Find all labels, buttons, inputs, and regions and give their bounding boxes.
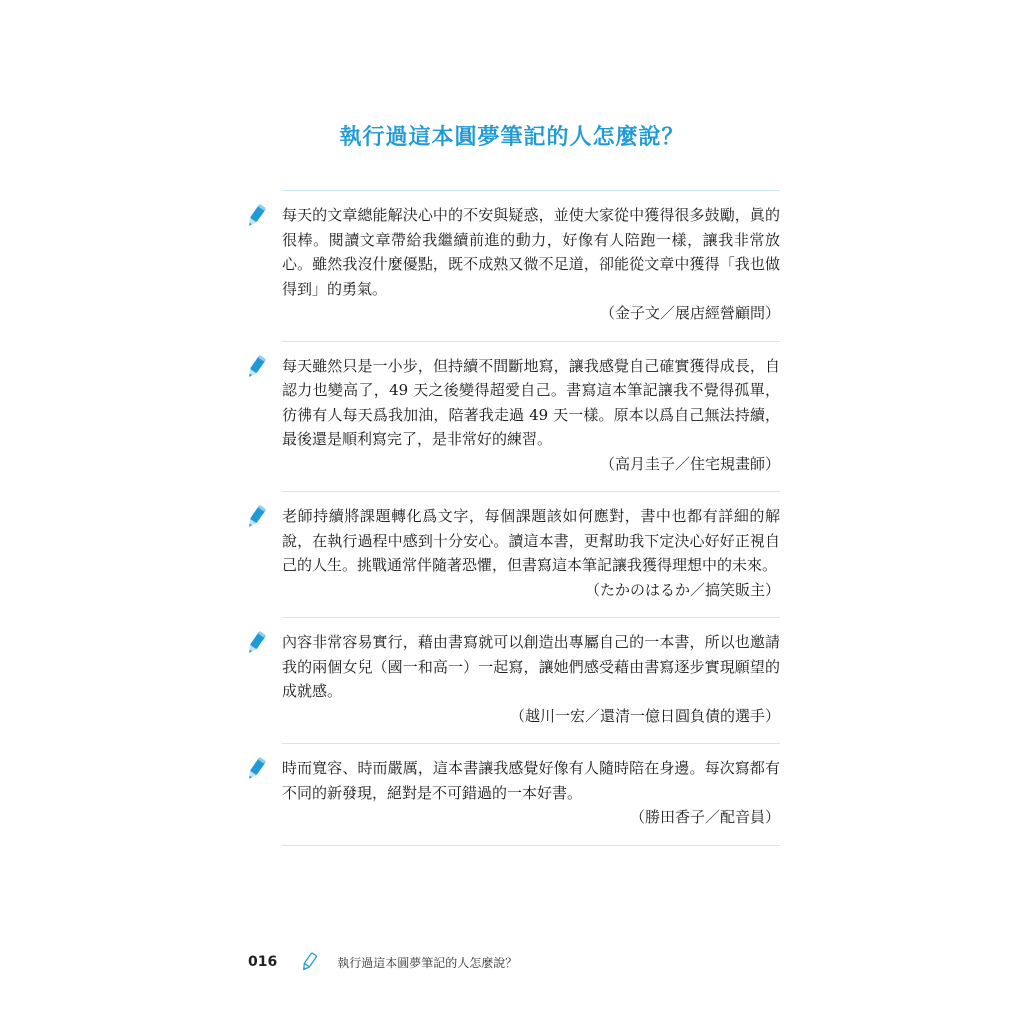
testimonial-entry — [282, 492, 780, 618]
testimonial-text: 每天的文章總能解決心中的不安與疑惑，並使大家從中獲得很多鼓勵，眞的很棒。閱讀文章帶給我繼續前進的動力，好像有人陪跑一樣，讓我非常放心。雖然我沒什麼優點，既不成熟又微不足道，卻能從文章中獲得「我也做得到」的勇氣。 — [282, 206, 780, 298]
testimonial-entry — [282, 744, 780, 846]
testimonial-author: （金子文／展店經營顧問） — [599, 304, 780, 322]
pencil-icon — [299, 952, 319, 972]
testimonial-author: （たかのはるか／搞笑販主） — [584, 580, 780, 599]
testimonial-entry — [282, 618, 780, 744]
pencil-icon — [244, 203, 268, 229]
testimonial-author: （勝田香子／配音員） — [629, 808, 780, 826]
testimonial-entry — [282, 191, 780, 342]
pencil-icon — [244, 354, 268, 380]
page-footer — [248, 952, 517, 972]
pencil-icon — [244, 756, 268, 782]
page-number: 016 — [248, 954, 278, 970]
testimonial-text: 時而寬容、時而嚴厲，這本書讓我感覺好像有人隨時陪在身邊。每次寫都有不同的新發現，絕對是不可錯過的一本好書。 — [282, 759, 780, 802]
testimonial-text: 內容非常容易實行，藉由書寫就可以創造出專屬自己的一本書，所以也邀請我的兩個女兒（國一和高一）一起寫，讓她們感受藉由書寫逐步實現願望的成就感。 — [282, 633, 780, 700]
testimonial-list — [282, 190, 780, 846]
testimonial-text: 老師持續將課題轉化爲文字，每個課題該如何應對，書中也都有詳細的解說，在執行過程中感到十分安心。讀這本書，更幫助我下定決心好好正視自己的人生。挑戰通常伴隨著恐懼，但書寫這本筆記讓我獲得理想中的未來。 — [282, 507, 780, 574]
testimonial-author: （越川一宏／還清一億日圓負債的選手） — [509, 706, 780, 725]
testimonial-entry — [282, 342, 780, 493]
pencil-icon — [244, 630, 268, 656]
page-title: 執行過這本圓夢筆記的人怎麼說？ — [339, 125, 685, 150]
pencil-icon — [244, 504, 268, 530]
testimonial-text: 每天雖然只是一小步，但持續不間斷地寫，讓我感覺自己確實獲得成長，自認力也變高了，49 天之後變得超愛自己。書寫這本筆記讓我不覺得孤單，彷彿有人每天爲我加油，陪著我走過 49 天一樣。原本以爲自己無法持續，最後還是順利寫完了，是非常好的練習。 — [282, 356, 780, 448]
testimonial-author: （高月圭子／住宅規畫師） — [599, 454, 780, 473]
running-title: 執行過這本圓夢筆記的人怎麼說？ — [337, 955, 518, 970]
